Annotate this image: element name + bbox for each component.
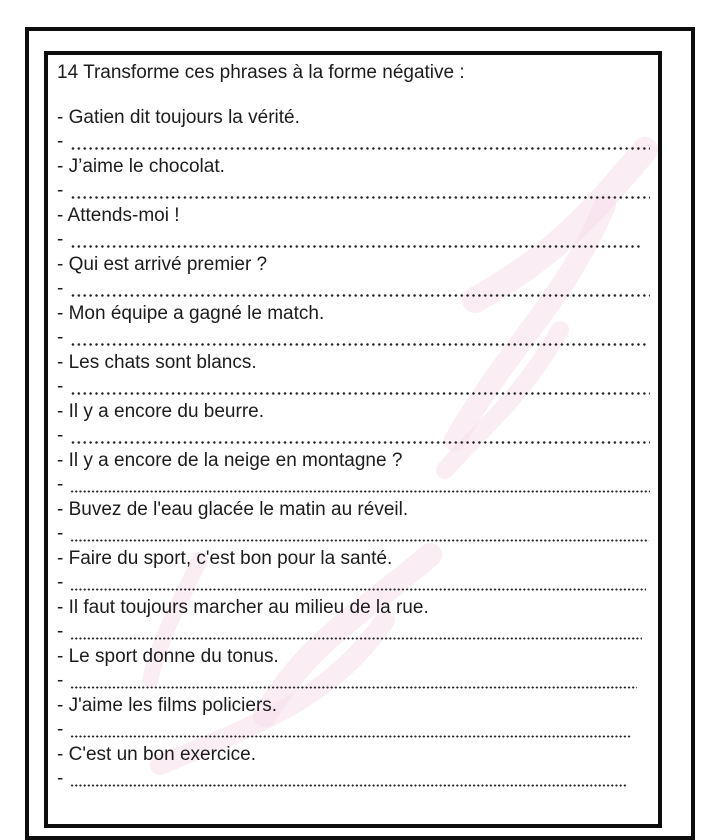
answer-line [57,669,650,694]
answer-dash: - [57,572,64,593]
sentence-line: - Qui est arrivé premier ? [57,253,268,275]
dotted-answer-leader [70,440,650,445]
answer-line [57,767,650,792]
sentence-line: - Les chats sont blancs. [57,351,257,373]
answer-line [57,326,650,351]
sentence-line: - J’aime le chocolat. [57,155,225,177]
answer-line [57,130,650,155]
sentence-line: - Gatien dit toujours la vérité. [57,106,300,128]
dotted-answer-leader [70,244,642,249]
answer-dash: - [57,180,64,201]
dotted-answer-leader [70,587,646,592]
answer-dash: - [57,768,64,789]
answer-line [57,522,650,547]
answer-line [57,620,650,645]
dotted-answer-leader [70,146,650,151]
answer-line [57,424,650,449]
answer-dash: - [57,474,64,495]
answer-line [57,473,650,498]
answer-dash: - [57,670,64,691]
dotted-answer-leader [70,489,650,494]
sentence-line: - Attends-moi ! [57,204,180,226]
answer-dash: - [57,719,64,740]
dotted-answer-leader [70,636,642,641]
answer-line [57,718,650,743]
dotted-answer-leader [70,195,650,200]
sentence-line: - Faire du sport, c'est bon pour la santé. [57,547,393,569]
answer-line [57,277,650,302]
dotted-answer-leader [70,391,650,396]
dotted-answer-leader [70,293,650,298]
sentence-line: - Il faut toujours marcher au milieu de la rue. [57,596,429,618]
dotted-answer-leader [70,342,647,347]
sentence-line: - Il y a encore de la neige en montagne ? [57,449,403,471]
sentence-line: - Mon équipe a gagné le match. [57,302,325,324]
sentence-line: - J'aime les films policiers. [57,694,278,716]
answer-dash: - [57,621,64,642]
outer-frame [25,27,695,840]
answer-dash: - [57,229,64,250]
answer-line [57,228,650,253]
answer-dash: - [57,131,64,152]
dotted-answer-leader [70,538,649,543]
answer-dash: - [57,278,64,299]
dotted-answer-leader [70,783,627,788]
sentence-line: - Il y a encore du beurre. [57,400,264,422]
sentence-line: - Buvez de l'eau glacée le matin au réveil. [57,498,409,520]
answer-line [57,571,650,596]
exercise-frame [44,51,662,828]
dotted-answer-leader [70,685,637,690]
exercise-rows [57,106,650,792]
answer-line [57,179,650,204]
exercise-title: 14 Transforme ces phrases à la forme négative : [57,62,465,83]
answer-dash: - [57,376,64,397]
answer-dash: - [57,523,64,544]
answer-dash: - [57,327,64,348]
answer-line [57,375,650,400]
sentence-line: - C'est un bon exercice. [57,743,256,765]
sentence-line: - Le sport donne du tonus. [57,645,279,667]
answer-dash: - [57,425,64,446]
dotted-answer-leader [70,734,632,739]
